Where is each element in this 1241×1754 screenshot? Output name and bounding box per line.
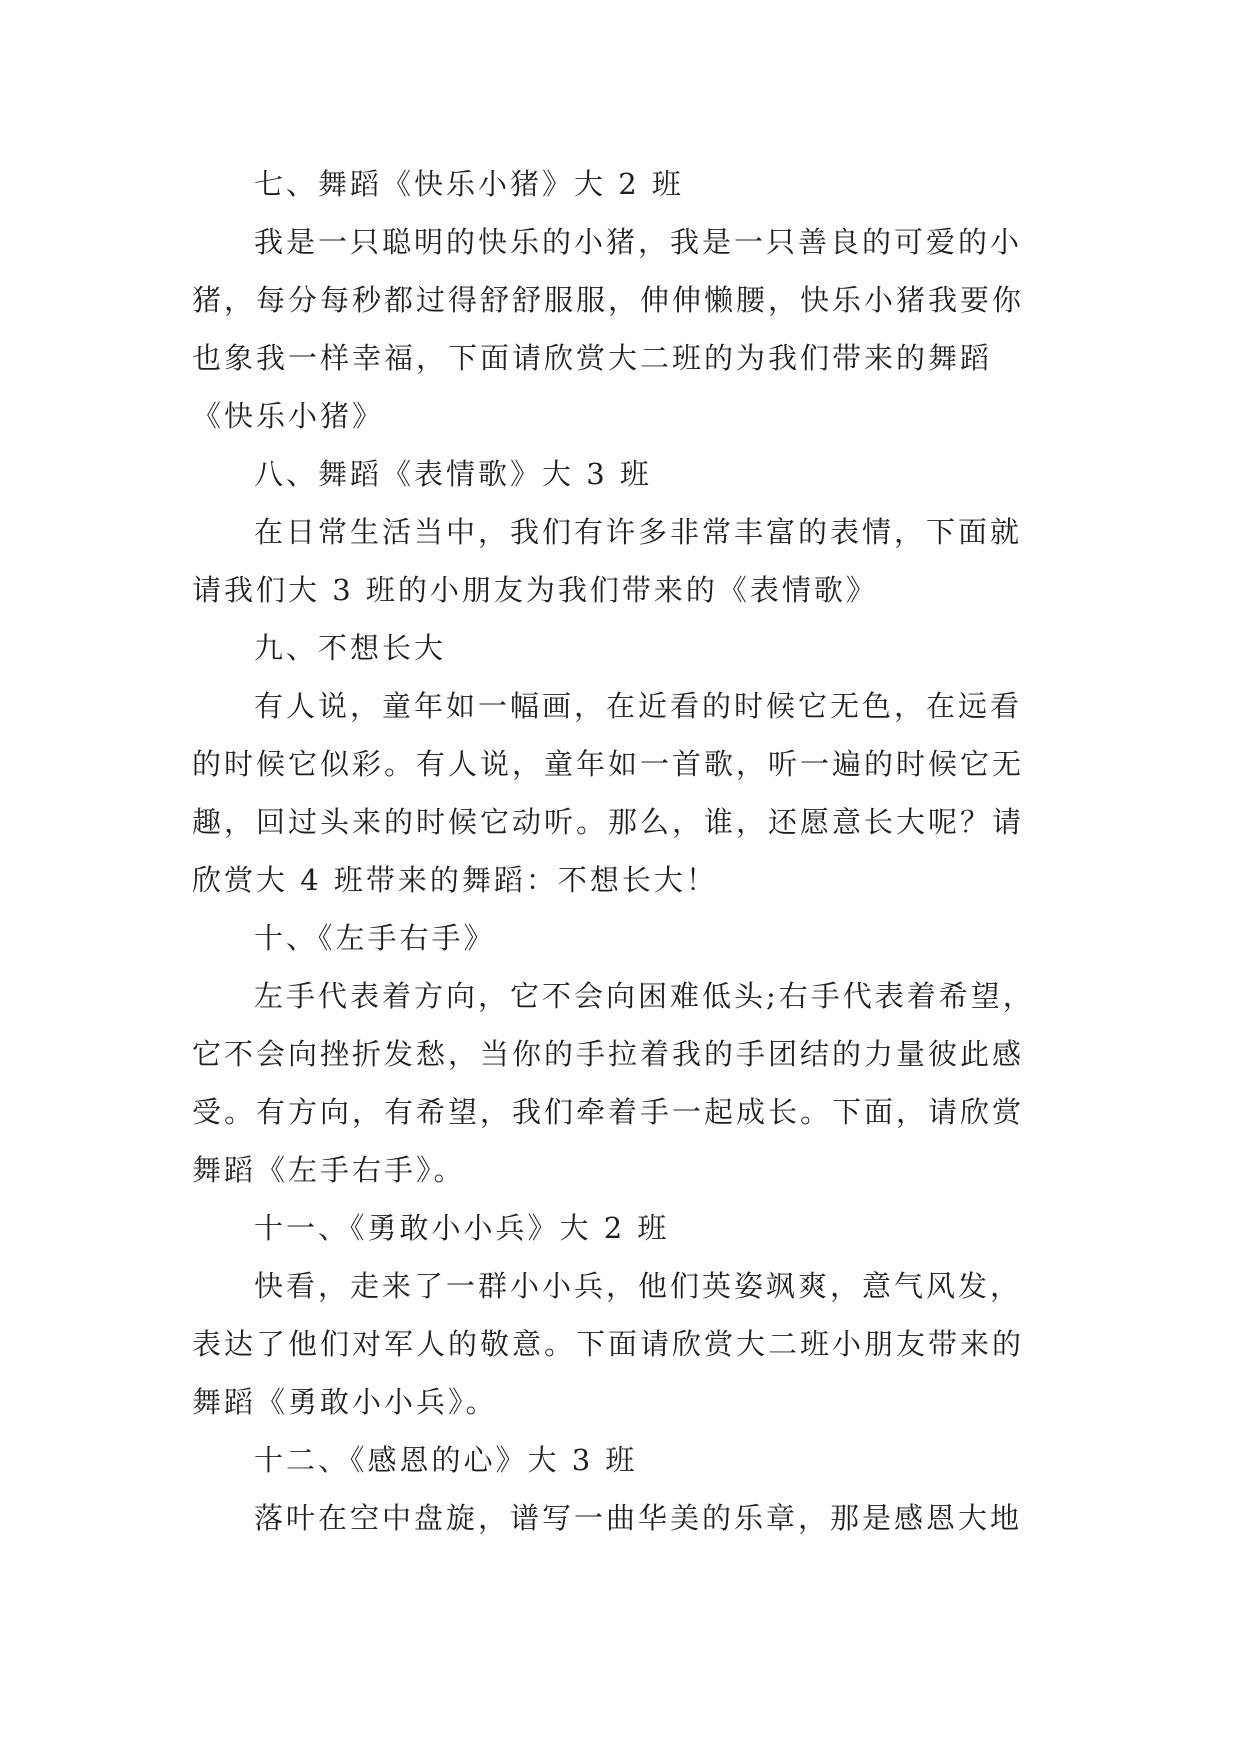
paragraph-line: 它不会向挫折发愁，当你的手拉着我的手团结的力量彼此感 <box>192 1037 1025 1071</box>
paragraph-first-line: 快看，走来了一群小小兵，他们英姿飒爽，意气风发， <box>254 1269 1023 1303</box>
paragraph-first-line: 在日常生活当中，我们有许多非常丰富的表情，下面就 <box>254 515 1023 549</box>
paragraph-line: 欣赏大 4 班带来的舞蹈：不想长大！ <box>192 863 718 897</box>
paragraph-first-line: 十二、《感恩的心》大 3 班 <box>254 1443 638 1477</box>
paragraph-line: 舞蹈《左手右手》。 <box>192 1153 466 1187</box>
paragraph-line: 舞蹈《勇敢小小兵》。 <box>192 1385 498 1419</box>
paragraph-first-line: 八、舞蹈《表情歌》大 3 班 <box>254 457 652 491</box>
paragraph-line: 也象我一样幸福，下面请欣赏大二班的为我们带来的舞蹈 <box>192 341 993 375</box>
paragraph-first-line: 十、《左手右手》 <box>254 921 496 955</box>
paragraph-line: 请我们大 3 班的小朋友为我们带来的《表情歌》 <box>192 573 878 607</box>
paragraph-line: 趣，回过头来的时候它动听。那么，谁，还愿意长大呢？请 <box>192 805 1025 839</box>
paragraph-first-line: 九、不想长大 <box>254 631 447 665</box>
paragraph-first-line: 我是一只聪明的快乐的小猪，我是一只善良的可爱的小 <box>254 225 1023 259</box>
paragraph-first-line: 落叶在空中盘旋，谱写一曲华美的乐章，那是感恩大地 <box>254 1501 1023 1535</box>
paragraph-first-line: 有人说，童年如一幅画，在近看的时候它无色，在远看 <box>254 689 1023 723</box>
paragraph-line: 表达了他们对军人的敬意。下面请欣赏大二班小朋友带来的 <box>192 1327 1025 1361</box>
paragraph-line: 的时候它似彩。有人说，童年如一首歌，听一遍的时候它无 <box>192 747 1025 781</box>
document-body <box>192 155 1052 1547</box>
paragraph-line: 《快乐小猪》 <box>192 399 385 433</box>
paragraph-first-line: 十一、《勇敢小小兵》大 2 班 <box>254 1211 670 1245</box>
paragraph-first-line: 左手代表着方向，它不会向困难低头;右手代表着希望， <box>254 979 1035 1013</box>
paragraph-line: 受。有方向，有希望，我们牵着手一起成长。下面，请欣赏 <box>192 1095 1025 1129</box>
paragraph-line: 猪，每分每秒都过得舒舒服服，伸伸懒腰，快乐小猪我要你 <box>192 283 1025 317</box>
paragraph-first-line: 七、舞蹈《快乐小猪》大 2 班 <box>254 167 684 201</box>
